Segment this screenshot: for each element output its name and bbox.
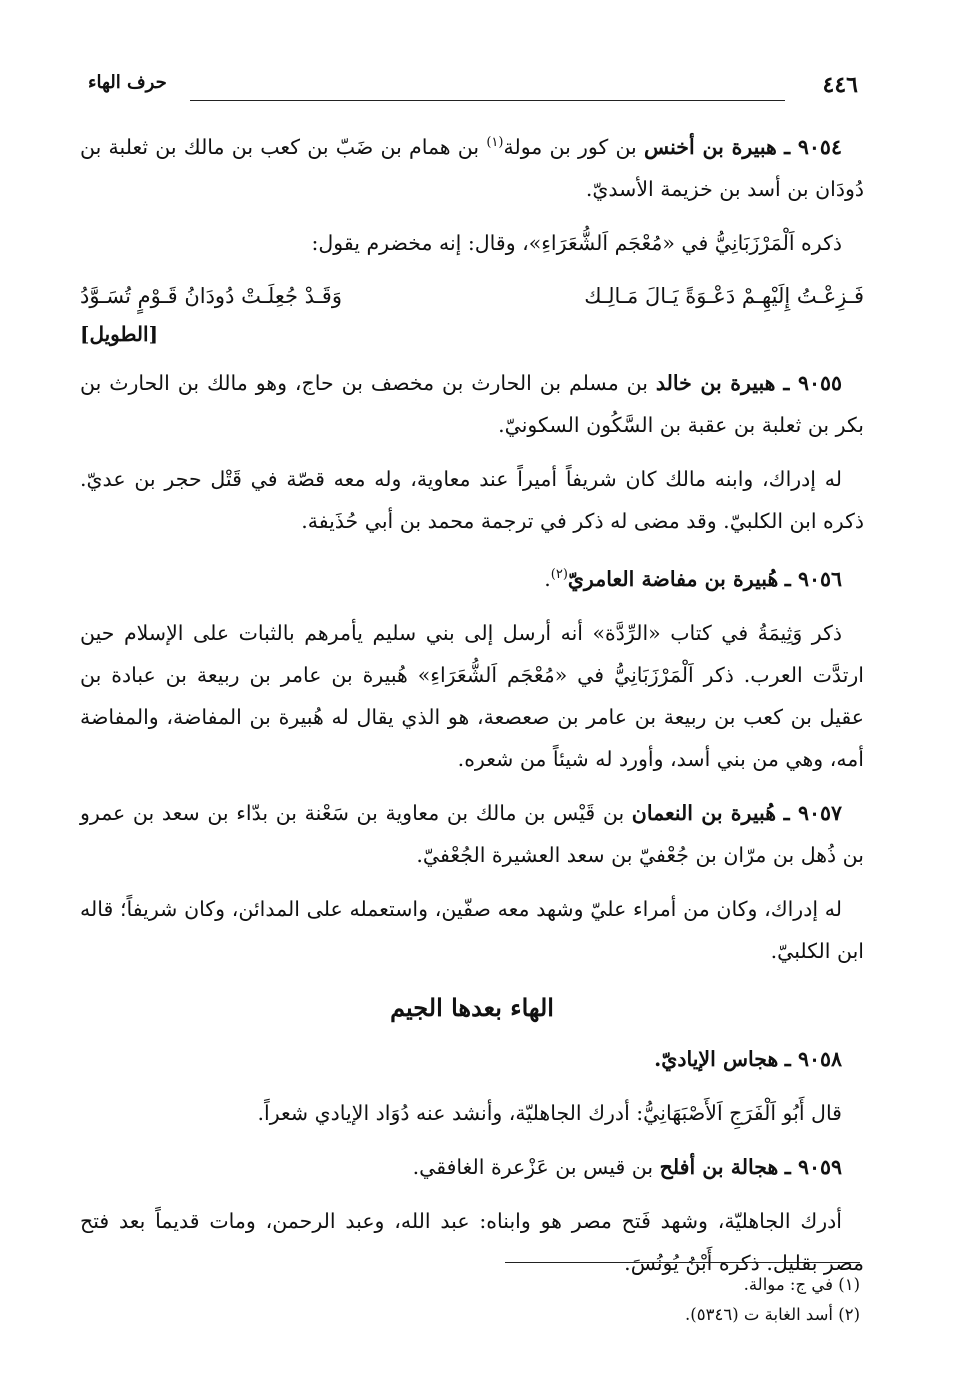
entry-9054 [80,122,864,210]
footnote-2: (٢) أسد الغابة ت (٥٣٤٦). [685,1305,860,1324]
entry-name: هُبيرة بن النعمان [631,800,777,825]
entry-number: ٩٠٥٤ ـ [784,134,842,159]
entry-number: ٩٠٥٦ ـ [784,566,842,591]
entry-9057 [80,792,864,876]
entry-9057-note: له إدراك، وكان من أمراء عليّ وشهد معه صفّين، واستعمله على المدائن، وكان شريفاً؛ قاله ابن الكلبيّ. [80,896,864,963]
entry-9059-note: أدرك الجاهليّة، وشهد فَتح مصر هو وابناه: عبد الله، وعبد الرحمن، ومات قديماً بعد فتح مصر بقليل. ذكره أَبْنُ يُونُسَ. [80,1208,864,1275]
footnotes [685,1270,860,1330]
entry-name: هجاس الإياديّ. [654,1046,779,1071]
entry-number: ٩٠٥٧ ـ [783,800,842,825]
section-heading: الهاء بعدها الجيم [390,992,554,1022]
page-number: ٤٤٦ [822,72,858,98]
entry-lineage-cont: بن همام بن ضَبّ بن كعب بن مالك بن ثعلبة بن دُودَان بن أسد بن خزيمة الأسديّ. [80,134,864,201]
entry-number: ٩٠٥٨ ـ [784,1046,842,1071]
entry-lineage: بن قيس بن عَزْعرة الغافقي. [412,1154,654,1179]
entry-lineage: بن كور بن مولة [503,134,637,159]
book-page [70,60,870,1360]
entry-9056-note: ذكر وَثِيمَةُ في كتاب «الرِّدَّة» أنه أرسل إلى بني سليم يأمرهم بالثبات على الإسلام حين ارتدَّت العرب. ذكر اَلْمَرْزَبَانِيُّ في «مُعْجَم اَلشُّعَرَاءِ» هُبيرة بن عامر بن ربيعة بن عبادة بن عقيل بن كعب بن ربيعة بن عامر بن صعصعة، هو الذي يقال له هُبيرة بن المفاضة، والمفاضة أمه، وهي من بني أسد، وأورد له شيئاً من شعره. [80,620,864,771]
entry-name: هُبيرة بن مفاضة العامريّ [567,566,779,591]
footnote-ref: (١) [486,135,504,150]
page-header [70,72,870,108]
entry-9055-note: له إدراك، وابنه مالك كان شريفاً أميراً عند معاوية، وله معه قصّة في قَتْل حجر بن عديّ. ذكره ابن الكلبيّ. وقد مضى له ذكر في ترجمة محمد بن أبي حُذَيفة. [80,466,864,533]
entry-number: ٩٠٥٩ ـ [784,1154,842,1179]
header-rule [190,100,785,101]
poem-meter: [الطويل] [80,321,159,346]
page-body [80,122,864,1296]
entry-9054-note: ذكره اَلْمَرْزَبَانِيُّ في «مُعْجَم اَلشُّعَرَاءِ»، وقال: إنه مخضرم يقول: [311,230,842,255]
entry-lineage: بن مسلم بن الحارث بن مخصف بن حاج، وهو مالك بن الحارث بن بكر بن ثعلبة بن عقبة بن السَّكُون السكونيّ. [80,370,864,437]
entry-name: هجالة بن أفلح [659,1154,779,1179]
entry-9055 [80,362,864,446]
running-title: حرف الهاء [88,72,167,93]
entry-9058-note: قال أَبُو اَلْفَرَجِ اَلأَصْبَهَانِيُّ: أدرك الجاهليّة، وأنشد عنه دُوَاد الإيادي شعراً. [257,1100,842,1125]
entry-9058 [80,1038,864,1080]
entry-name: هبيرة بن أخنس [643,134,777,159]
entry-9059 [80,1146,864,1188]
footnote-ref: (٢) [550,566,568,582]
footnote-rule [505,1262,860,1263]
poem-verse [80,276,864,316]
verse-first-hemistich: فَـزِعْـتُ إِلَيْهِـمْ دَعْـوَةً يَـالَ مَـالِـك [584,283,864,308]
entry-number: ٩٠٥٥ ـ [783,370,842,395]
entry-name: هبيرة بن خالد [655,370,776,395]
footnote-1: (١) في ج: موالة. [743,1275,860,1294]
entry-9056: ٩٠٥٦ ـ هُبيرة بن مفاضة العامريّ$^{(٢)}$. [544,566,842,591]
entry-lineage: بن قَيْس بن مالك بن معاوية بن سَعْنة بن بدّاء بن سعد بن عمرو بن ذُهل بن مرّان بن جُعْفيّ بن سعد العشيرة الجُعْفيّ. [80,800,864,867]
verse-second-hemistich: وَقَـدْ جُعِلَـتْ دُودَانُ قَـوْمٍ تُسَـوَّدُ [80,283,342,308]
